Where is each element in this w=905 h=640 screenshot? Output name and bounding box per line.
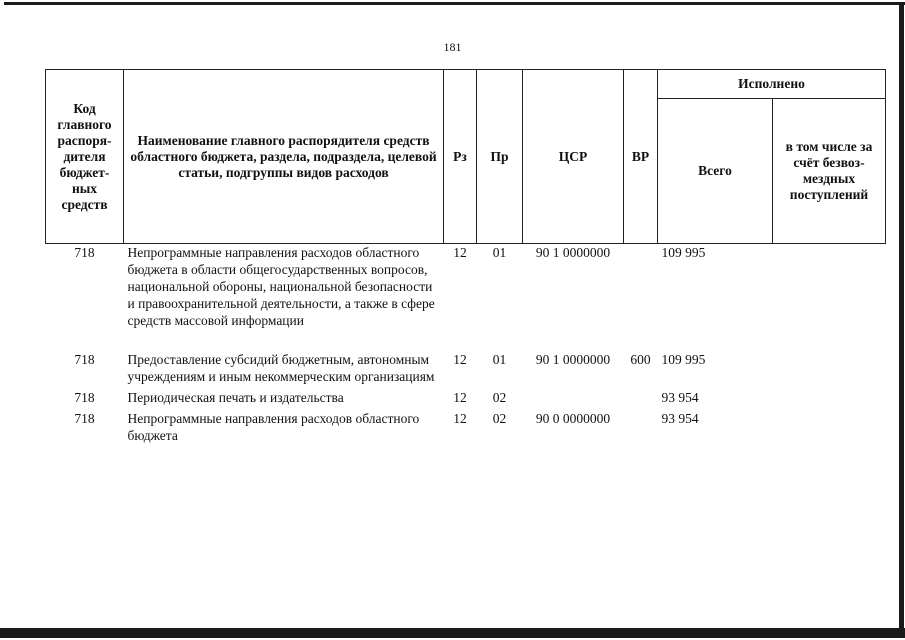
cell-code: 718 (74, 245, 95, 260)
cell-csr: 90 0 0000000 (535, 411, 611, 426)
cell-pr: 02 (492, 411, 507, 426)
cell-name: Предоставление субсидий бюджетным, автономным учреждениям и иным некоммерческим организациям (127, 352, 435, 384)
scan-border-bottom (0, 628, 905, 638)
scan-border-top (4, 2, 905, 5)
header-total: Всего (658, 99, 773, 244)
table-header (46, 70, 886, 244)
header-code: Код главного распоря-дителя бюджет-ных средств (46, 70, 124, 244)
cell-csr: 90 1 0000000 (535, 245, 611, 260)
cell-name: Непрограммные направления расходов областного бюджета в области общегосударственных вопросов, национальной обороны, национальной безопасности и правоохранительной деятельности, а также в сфере средств массовой информации (127, 245, 435, 328)
header-executed: Исполнено (658, 70, 886, 99)
cell-code: 718 (74, 352, 95, 367)
cell-free (773, 244, 886, 330)
table-row (46, 244, 886, 330)
scan-border-right (899, 2, 904, 636)
header-csr: ЦСР (523, 70, 624, 244)
cell-pr: 01 (492, 245, 507, 260)
header-pr: Пр (477, 70, 523, 244)
cell-pr: 01 (492, 352, 507, 367)
cell-vr (624, 389, 658, 406)
table-body (46, 244, 886, 445)
header-rz: Рз (444, 70, 477, 244)
cell-rz: 12 (453, 245, 467, 260)
cell-rz: 12 (453, 390, 467, 405)
cell-vr (624, 244, 658, 330)
cell-total: 109 995 (661, 245, 706, 260)
cell-name: Периодическая печать и издательства (127, 390, 344, 405)
cell-total: 93 954 (661, 390, 699, 405)
cell-rz: 12 (453, 352, 467, 367)
cell-vr (624, 410, 658, 444)
cell-free (773, 389, 886, 406)
cell-pr: 02 (492, 390, 507, 405)
table-row (46, 389, 886, 406)
cell-csr: 90 1 0000000 (535, 352, 611, 367)
header-vr: ВР (624, 70, 658, 244)
table-row (46, 351, 886, 385)
cell-total: 109 995 (661, 352, 706, 367)
cell-free (773, 410, 886, 444)
budget-table (45, 69, 886, 444)
cell-free (773, 351, 886, 385)
cell-rz: 12 (453, 411, 467, 426)
cell-csr (523, 389, 624, 406)
cell-code: 718 (74, 411, 95, 426)
cell-code: 718 (74, 390, 95, 405)
cell-total: 93 954 (661, 411, 699, 426)
cell-name: Непрограммные направления расходов областного бюджета (127, 411, 420, 443)
table-row (46, 410, 886, 444)
cell-vr: 600 (630, 352, 651, 367)
page-number: 181 (443, 40, 462, 54)
header-incl-free: в том числе за счёт безвоз-мездных поступлений (773, 99, 886, 244)
header-name: Наименование главного распорядителя средств областного бюджета, раздела, подраздела, целевой статьи, подгруппы видов расходов (124, 70, 444, 244)
